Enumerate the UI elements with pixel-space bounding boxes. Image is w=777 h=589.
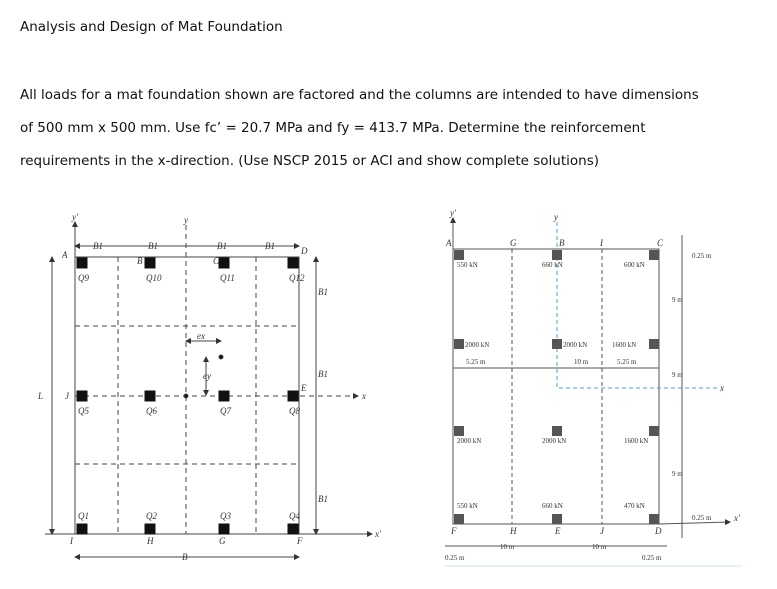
load-label: 550 kN: [457, 261, 478, 269]
corner-label-D: D: [301, 246, 308, 256]
column-square: [288, 524, 299, 535]
corner-label-G: G: [510, 238, 517, 248]
dim-label-v9b: 9 m: [672, 371, 683, 379]
dim-L-label: L: [38, 391, 44, 401]
dim-label-top025: 0.25 m: [692, 252, 712, 260]
x-axis-label: x: [720, 383, 724, 393]
corner-label-B: B: [559, 238, 565, 248]
column-square: [454, 426, 464, 436]
corner-label-A: A: [446, 238, 452, 248]
load-resultant-point: [219, 355, 223, 359]
column-square: [552, 514, 562, 524]
dim-b1-label: B1: [93, 241, 103, 251]
column-square: [552, 250, 562, 260]
column-label: Q8: [289, 406, 300, 416]
y-axis-label: y: [554, 212, 558, 222]
y-prime-axis-label: y': [72, 212, 78, 222]
load-label: 470 kN: [624, 502, 645, 510]
x-prime-axis-label: x': [375, 529, 381, 539]
load-label: 2000 kN: [563, 341, 588, 349]
column-label: Q6: [146, 406, 157, 416]
x-prime-axis: [659, 522, 730, 524]
column-label: Q10: [146, 273, 162, 283]
column-label: Q1: [78, 511, 89, 521]
corner-label-E: E: [301, 383, 307, 393]
column-label: Q7: [220, 406, 231, 416]
column-square: [649, 514, 659, 524]
column-square: [77, 524, 88, 535]
column-square: [552, 339, 562, 349]
column-square: [219, 524, 230, 535]
problem-line-3: requirements in the x-direction. (Use NSCP 2015 or ACI and show complete solutions): [20, 153, 600, 169]
corner-label-C: C: [657, 238, 664, 248]
load-label: 600 kN: [624, 261, 645, 269]
column-square: [145, 524, 156, 535]
corner-label-D: D: [655, 526, 662, 536]
column-square: [454, 339, 464, 349]
column-square: [288, 391, 299, 402]
column-label: Q11: [220, 273, 235, 283]
column-square: [552, 426, 562, 436]
corner-label-E: E: [555, 526, 561, 536]
dim-b1-label: B1: [318, 494, 328, 504]
dim-label-d10: 10 m: [574, 358, 589, 366]
load-label: 2000 kN: [542, 437, 567, 445]
dim-label-bot025: 0.25 m: [692, 514, 712, 522]
dim-label-v9c: 9 m: [672, 470, 683, 478]
x-prime-axis-label: x': [734, 513, 740, 523]
dim-B-label: B: [182, 552, 188, 562]
load-label: 660 kN: [542, 502, 563, 510]
column-square: [288, 258, 299, 269]
dim-label-d525b: 5.25 m: [617, 358, 637, 366]
column-square: [219, 258, 230, 269]
dim-b1-label: B1: [318, 369, 328, 379]
document-title: Analysis and Design of Mat Foundation: [20, 19, 283, 35]
corner-label-J: J: [65, 391, 69, 401]
load-label: 1600 kN: [624, 437, 649, 445]
corner-label-H: H: [147, 536, 154, 546]
left-mat-plan: [45, 222, 372, 557]
column-square: [145, 391, 156, 402]
column-square: [649, 250, 659, 260]
dim-label-l025: 0.25 m: [445, 554, 465, 562]
centroid-point: [184, 394, 188, 398]
corner-label-F: F: [297, 536, 303, 546]
dim-ey-label: ey: [203, 371, 211, 381]
dim-b1-label: B1: [217, 241, 227, 251]
load-label: 660 kN: [542, 261, 563, 269]
load-label: 550 kN: [457, 502, 478, 510]
x-axis-label: x: [362, 391, 366, 401]
corner-label-B: B: [137, 256, 143, 266]
problem-line-1: All loads for a mat foundation shown are factored and the columns are intended to have dimensions: [20, 87, 699, 103]
corner-label-G: G: [219, 536, 226, 546]
dim-b1-label: B1: [265, 241, 275, 251]
column-square: [219, 391, 230, 402]
column-label: Q12: [289, 273, 305, 283]
column-square: [77, 258, 88, 269]
dim-label-h10b: 10 m: [592, 543, 607, 551]
column-square: [145, 258, 156, 269]
column-label: Q4: [289, 511, 300, 521]
y-prime-axis-label: y': [450, 208, 456, 218]
corner-label-I: I: [70, 536, 73, 546]
dim-label-h10a: 10 m: [500, 543, 515, 551]
column-label: Q2: [146, 511, 157, 521]
dim-label-r025: 0.25 m: [642, 554, 662, 562]
corner-label-A: A: [62, 250, 68, 260]
mat-outline: [453, 249, 659, 524]
corner-label-H: H: [510, 526, 517, 536]
dim-b1-label: B1: [148, 241, 158, 251]
column-label: Q9: [78, 273, 89, 283]
corner-label-F: F: [451, 526, 457, 536]
load-label: 1600 kN: [612, 341, 637, 349]
column-label: Q3: [220, 511, 231, 521]
y-axis-label: y: [184, 215, 188, 225]
column-square: [454, 250, 464, 260]
dim-label-d525a: 5.25 m: [466, 358, 486, 366]
dim-label-v9a: 9 m: [672, 296, 683, 304]
problem-line-2: of 500 mm x 500 mm. Use fc’ = 20.7 MPa and fy = 413.7 MPa. Determine the reinforcement: [20, 120, 646, 136]
column-square: [454, 514, 464, 524]
column-square: [649, 339, 659, 349]
dim-b1-label: B1: [318, 287, 328, 297]
dim-ex-label: ex: [197, 331, 205, 341]
column-label: Q5: [78, 406, 89, 416]
column-square: [77, 391, 88, 402]
corner-label-I: I: [600, 238, 603, 248]
column-square: [649, 426, 659, 436]
corner-label-C: C: [213, 256, 220, 266]
corner-label-J: J: [600, 526, 604, 536]
load-label: 2000 kN: [465, 341, 490, 349]
load-label: 2000 kN: [457, 437, 482, 445]
